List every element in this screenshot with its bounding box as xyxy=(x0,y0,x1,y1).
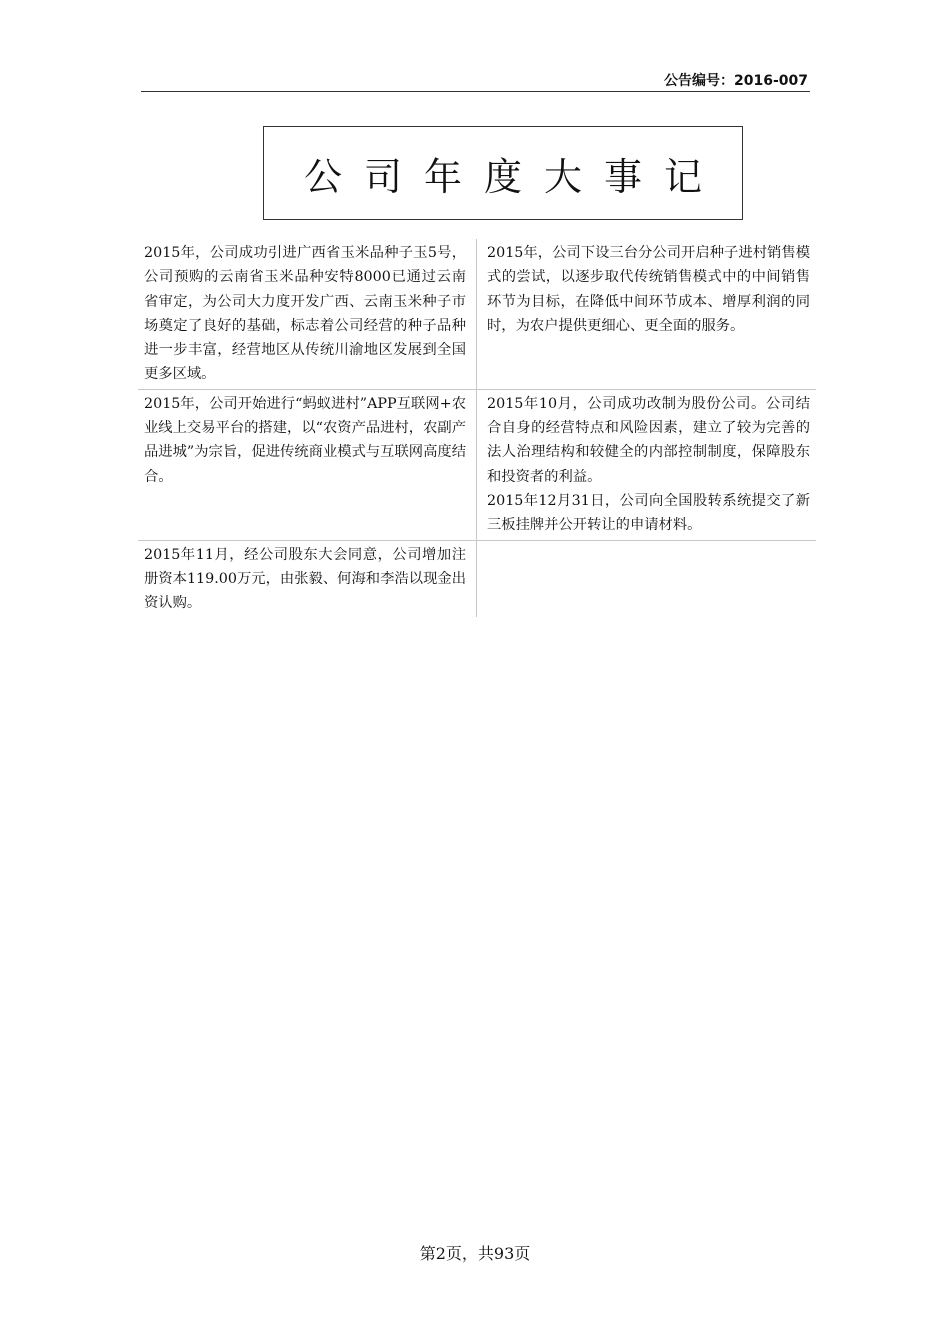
event-cell xyxy=(138,390,477,540)
event-cell xyxy=(138,239,477,389)
event-text: 2015年10月，公司成功改制为股份公司。公司结合自身的经营特点和风险因素，建立了较为完善的法人治理结构和较健全的内部控制制度，保障股东和投资者的利益。 xyxy=(487,395,810,485)
events-row xyxy=(138,390,816,541)
event-text: 2015年12月31日，公司向全国股转系统提交了新三板挂牌并公开转让的申请材料。 xyxy=(487,492,810,534)
events-table xyxy=(138,239,816,617)
event-cell xyxy=(477,239,816,389)
header-divider xyxy=(141,91,810,92)
empty-cell xyxy=(477,541,816,618)
event-text: 2015年11月，经公司股东大会同意，公司增加注册资本119.00万元，由张毅、何海和李浩以现金出资认购。 xyxy=(144,546,466,612)
event-text: 2015年，公司下设三台分公司开启种子进村销售模式的尝试，以逐步取代传统销售模式中的中间销售环节为目标，在降低中间环节成本、增厚利润的同时，为农户提供更细心、更全面的服务。 xyxy=(487,245,810,334)
event-text: 2015年，公司成功引进广西省玉米品种子玉5号，公司预购的云南省玉米品种安特8000已通过云南省审定，为公司大力度开发广西、云南玉米种子市场奠定了良好的基础，标志着公司经营的种子品种进一步丰富，经营地区从传统川渝地区发展到全国更多区域。 xyxy=(144,245,466,383)
title-box xyxy=(263,126,743,220)
event-text: 2015年，公司开始进行“蚂蚁进村”APP互联网+农业线上交易平台的搭建，以“农资产品进村，农副产品进城”为宗旨，促进传统商业模式与互联网高度结合。 xyxy=(144,395,466,485)
page-title: 公司年度大事记 xyxy=(303,154,724,199)
events-row xyxy=(138,239,816,390)
page-number: 第2页，共93页 xyxy=(419,1244,531,1263)
event-cell xyxy=(138,541,477,618)
events-row xyxy=(138,541,816,618)
event-cell xyxy=(477,390,816,540)
announcement-number: 公告编号：2016-007 xyxy=(664,73,808,89)
